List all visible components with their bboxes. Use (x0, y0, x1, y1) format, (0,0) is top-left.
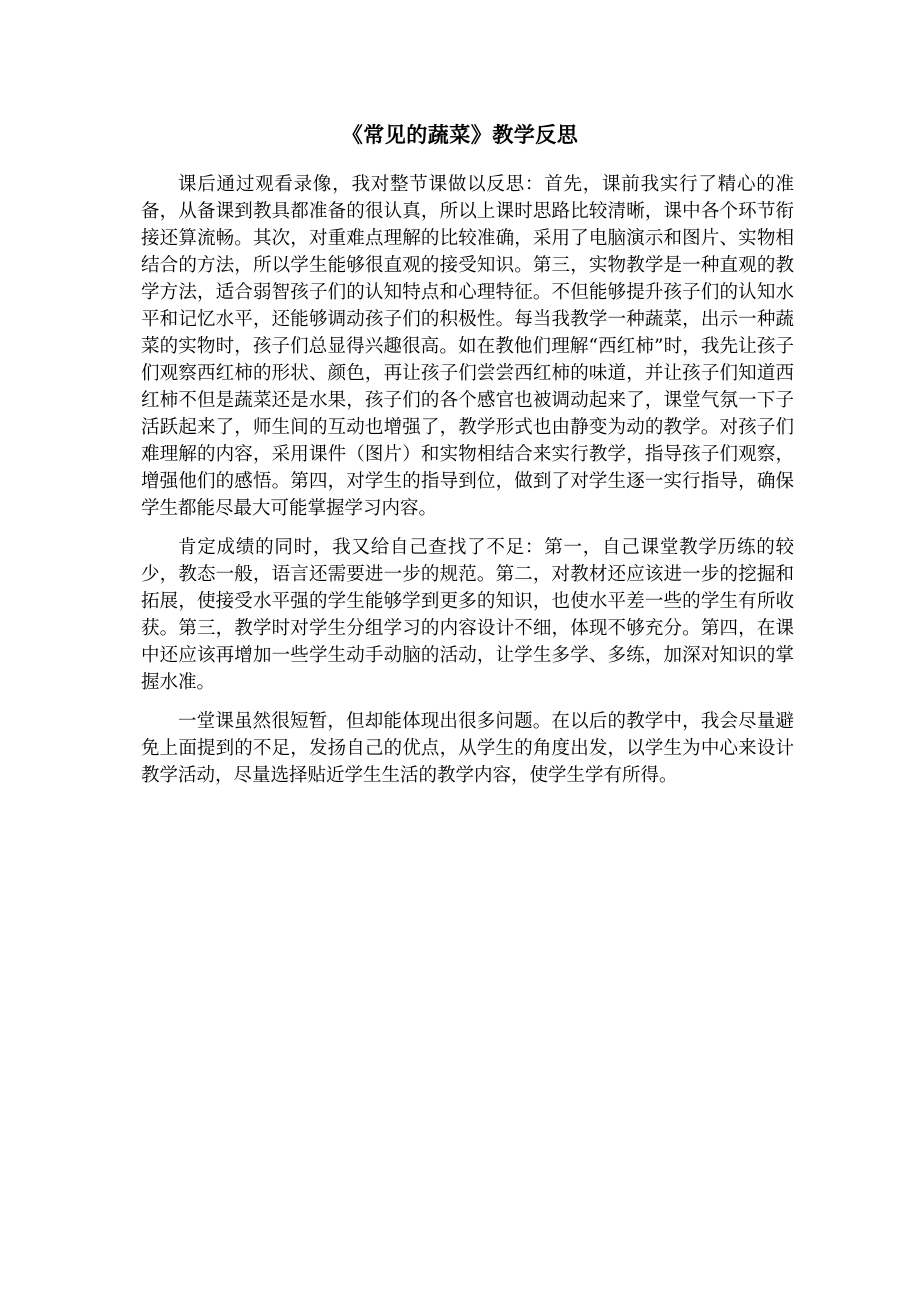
paragraph-shortcomings: 肯定成绩的同时，我又给自己查找了不足：第一，自己课堂教学历练的较少，教态一般，语言还需要进一步的规范。第二，对教材还应该进一步的挖掘和拓展，使接受水平强的学生能够学到更多的知识，也使水平差一些的学生有所收获。第三，教学时对学生分组学习的内容设计不细，体现不够充分。第四，在课中还应该再增加一些学生动手动脑的活动，让学生多学、多练，加深对知识的掌握水准。 (141, 537, 794, 693)
document-body (141, 171, 794, 801)
paragraph-reflection: 课后通过观看录像，我对整节课做以反思：首先，课前我实行了精心的准备，从备课到教具都准备的很认真，所以上课时思路比较清晰，课中各个环节衔接还算流畅。其次，对重难点理解的比较准确，采用了电脑演示和图片、实物相结合的方法，所以学生能够很直观的接受知识。第三，实物教学是一种直观的教学方法，适合弱智孩子们的认知特点和心理特征。不但能够提升孩子们的认知水平和记忆水平，还能够调动孩子们的积极性。每当我教学一种蔬菜，出示一种蔬菜的实物时，孩子们总显得兴趣很高。如在教他们理解“西红柿”时，我先让孩子们观察西红柿的形状、颜色，再让孩子们尝尝西红柿的味道，并让孩子们知道西红柿不但是蔬菜还是水果，孩子们的各个感官也被调动起来了，课堂气氛一下子活跃起来了，师生间的互动也增强了，教学形式也由静变为动的教学。对孩子们难理解的内容，采用课件（图片）和实物相结合来实行教学，指导孩子们观察，增强他们的感悟。第四，对学生的指导到位，做到了对学生逐一实行指导，确保学生都能尽最大可能掌握学习内容。 (141, 174, 794, 519)
document-title: 《常见的蔬菜》教学反思 (341, 122, 579, 147)
paragraph-conclusion: 一堂课虽然很短暂，但却能体现出很多问题。在以后的教学中，我会尽量避免上面提到的不足，发扬自己的优点，从学生的角度出发，以学生为中心来设计教学活动，尽量选择贴近学生生活的教学内容，使学生学有所得。 (141, 711, 794, 786)
